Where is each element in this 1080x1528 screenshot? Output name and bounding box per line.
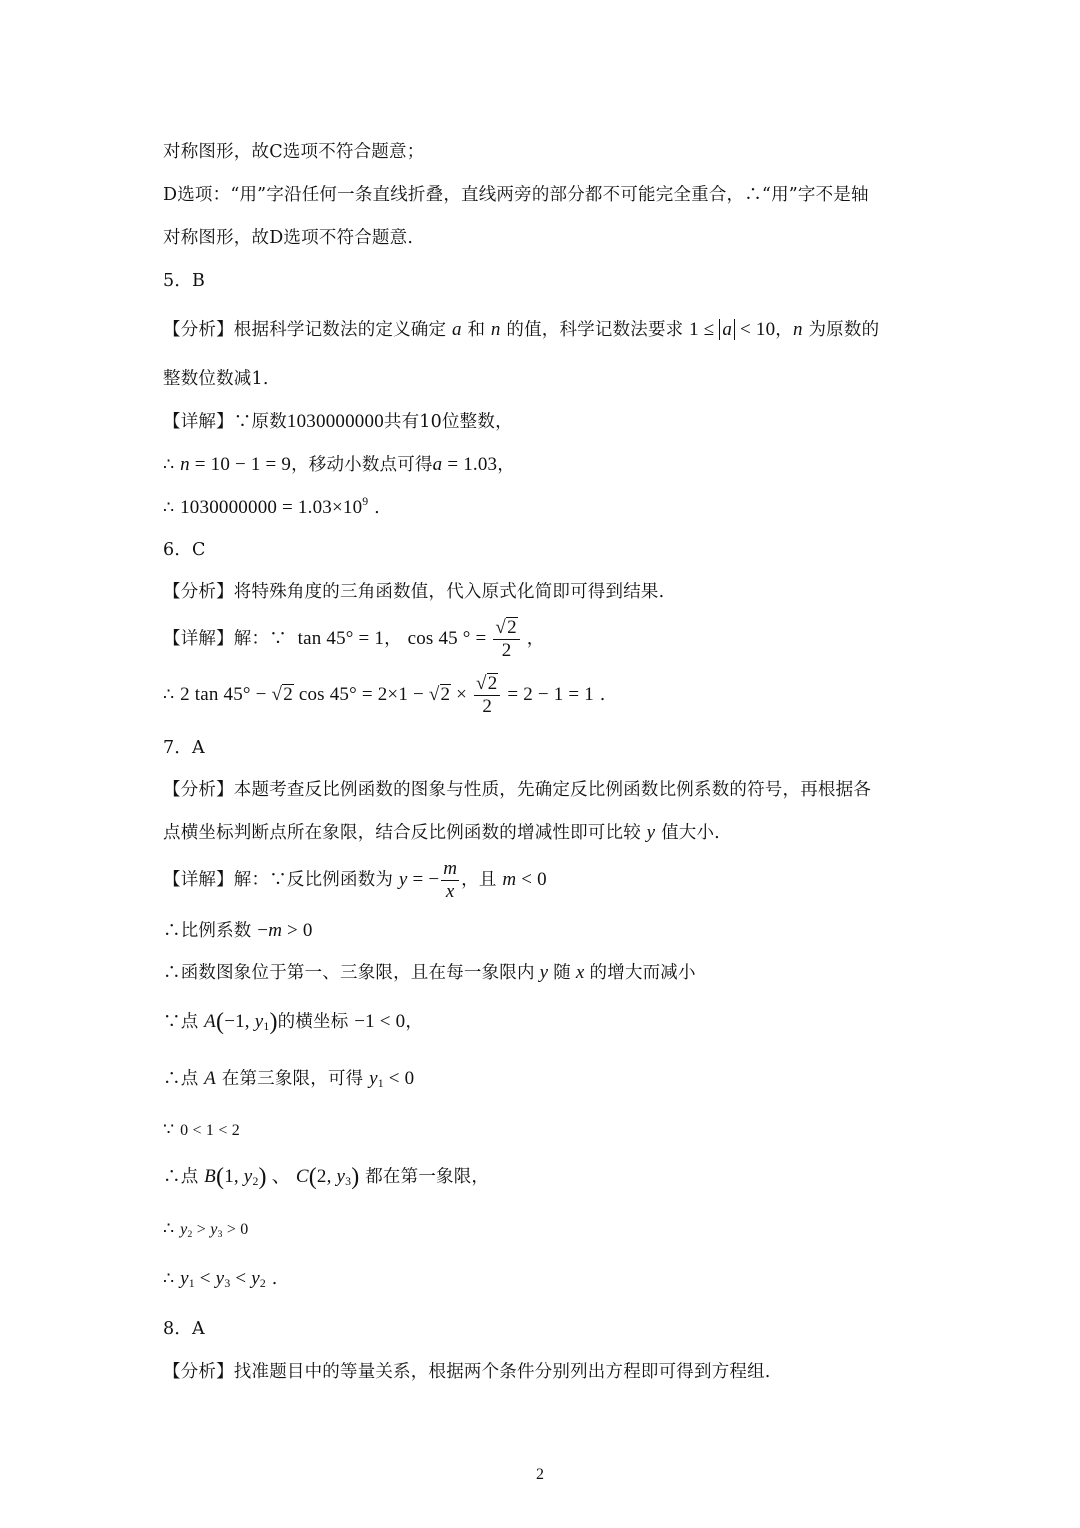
question-heading: 7．A [163, 738, 205, 758]
detail-line [163, 1165, 489, 1189]
math: 1 ≤ a < 10 [689, 319, 776, 340]
text: 【分析】根据科学记数法的定义确定 [163, 320, 447, 340]
detail-line [163, 1067, 414, 1091]
text: 在第三象限，可得 [221, 1069, 364, 1089]
text: 【详解】解：∵ [163, 628, 287, 649]
question-heading: 6．C [163, 540, 206, 560]
text: 的值，科学记数法要求 [506, 320, 684, 340]
text: ∴函数图象位于第一、三象限，且在每一象限内 [163, 963, 535, 983]
math: y = − $\frac{m}{x}$ [398, 858, 458, 902]
detail-line [163, 410, 513, 434]
text: ，且 [461, 869, 497, 890]
text: ，移动小数点可得 [291, 455, 433, 475]
text: 的增大而减小 [589, 963, 696, 983]
text: 都在第一象限， [365, 1167, 490, 1187]
page-number: 2 [536, 1466, 544, 1483]
text: 值大小. [661, 823, 720, 843]
text: ∵点 [163, 1012, 199, 1032]
math: x [570, 962, 590, 983]
math: $y_2 > y_3 > 0$ [180, 1221, 249, 1240]
detail-line: ∴ $1030000000 = 1.03\times 10^9$ . [163, 495, 380, 518]
math: n [490, 319, 501, 340]
text: 的横坐标 [277, 1012, 349, 1032]
detail-line: ∵ 0 < 1 < 2 [163, 1120, 240, 1140]
math: B(1, $y_2$) 、 C(2, $y_3$) [204, 1164, 360, 1190]
analysis-line: 【分析】找准题目中的等量关系，根据两个条件分别列出方程即可得到方程组. [163, 1362, 771, 1382]
text: 和 [467, 320, 486, 340]
math: $1030000000 = 1.03\times 10^9$ [180, 495, 369, 518]
text: ∴点 [163, 1167, 199, 1187]
math: cos 45 ° = $\frac{√2}{2}$ [408, 628, 527, 649]
text: 【详解】解：∵反比例函数为 [163, 869, 394, 890]
text: 共有10位整数， [383, 412, 513, 432]
detail-line: ∴ n = 10 − 1 = 9，移动小数点可得a = 1.03， [163, 454, 515, 475]
math: a = 1.03 [432, 454, 498, 475]
math: $y_1 < 0$ [369, 1068, 415, 1090]
text-line: 对称图形，故C选项不符合题意； [163, 142, 425, 162]
math: 2 tan 45° − √2 cos 45° = 2×1 − √2 × $\frac{√2}{2}$ = 2 − 1 = 1 [180, 673, 594, 717]
math: a [451, 319, 462, 340]
detail-line: ∴ 2 tan 45° − √2 cos 45° = 2×1 − √2 × $\frac{√2}{2}$ = 2 − 1 = 1 . [163, 673, 606, 717]
math: n [793, 319, 803, 340]
math: $y_1 < y_3 < y_2$ [180, 1268, 266, 1290]
detail-line [163, 919, 313, 943]
math: A [204, 1068, 216, 1089]
analysis-line: 【分析】本题考查反比例函数的图象与性质，先确定反比例函数比例系数的符号，再根据各 [163, 780, 871, 800]
analysis-line [163, 821, 720, 845]
text: 为原数的 [808, 320, 880, 340]
detail-line: ∴ $y_1 < y_3 < y_2$ . [163, 1268, 278, 1290]
question-heading: 5．B [163, 271, 206, 291]
math: −m > 0 [257, 920, 313, 941]
question-heading: 8．A [163, 1319, 205, 1339]
analysis-line: 【分析】将特殊角度的三角函数值，代入原式化简即可得到结果. [163, 582, 665, 602]
text: 随 [553, 963, 571, 983]
math: y [534, 962, 554, 983]
detail-line: ∴ $y_2 > y_3 > 0$ [163, 1219, 249, 1240]
math: n = 10 − 1 = 9 [180, 454, 292, 475]
math: 0 < 1 < 2 [180, 1122, 240, 1139]
text: ∴点 [163, 1069, 199, 1089]
detail-line [163, 961, 696, 985]
text: 点横坐标判断点所在象限，结合反比例函数的增减性即可比较 [163, 823, 641, 843]
text-line: D选项：“用”字沿任何一条直线折叠，直线两旁的部分都不可能完全重合，∴“用”字不是轴 [163, 185, 869, 205]
math: tan 45° = 1 [292, 627, 385, 649]
detail-line: 【详解】解：∵ tan 45° = 1， cos 45 ° = $\frac{√2}{2}$ ， [163, 617, 545, 661]
text-line: 对称图形，故D选项不符合题意. [163, 228, 414, 248]
math: −1 < 0 [354, 1011, 406, 1032]
text: 【详解】∵原数 [163, 412, 287, 432]
detail-line: ∵点 A(−1, $y_1$)的横坐标 −1 < 0， [163, 1009, 424, 1035]
text: ∴比例系数 [163, 921, 252, 941]
math: 1030000000 [286, 411, 384, 432]
math: m < 0 [502, 868, 547, 890]
math: y [646, 822, 656, 843]
analysis-line: 整数位数减1. [163, 369, 269, 389]
math: A(−1, $y_1$) [204, 1009, 278, 1035]
detail-line [163, 858, 547, 903]
analysis-line: 【分析】根据科学记数法的定义确定 a 和 n 的值，科学记数法要求 1 ≤ a < 10，n 为原数的 [163, 319, 880, 340]
